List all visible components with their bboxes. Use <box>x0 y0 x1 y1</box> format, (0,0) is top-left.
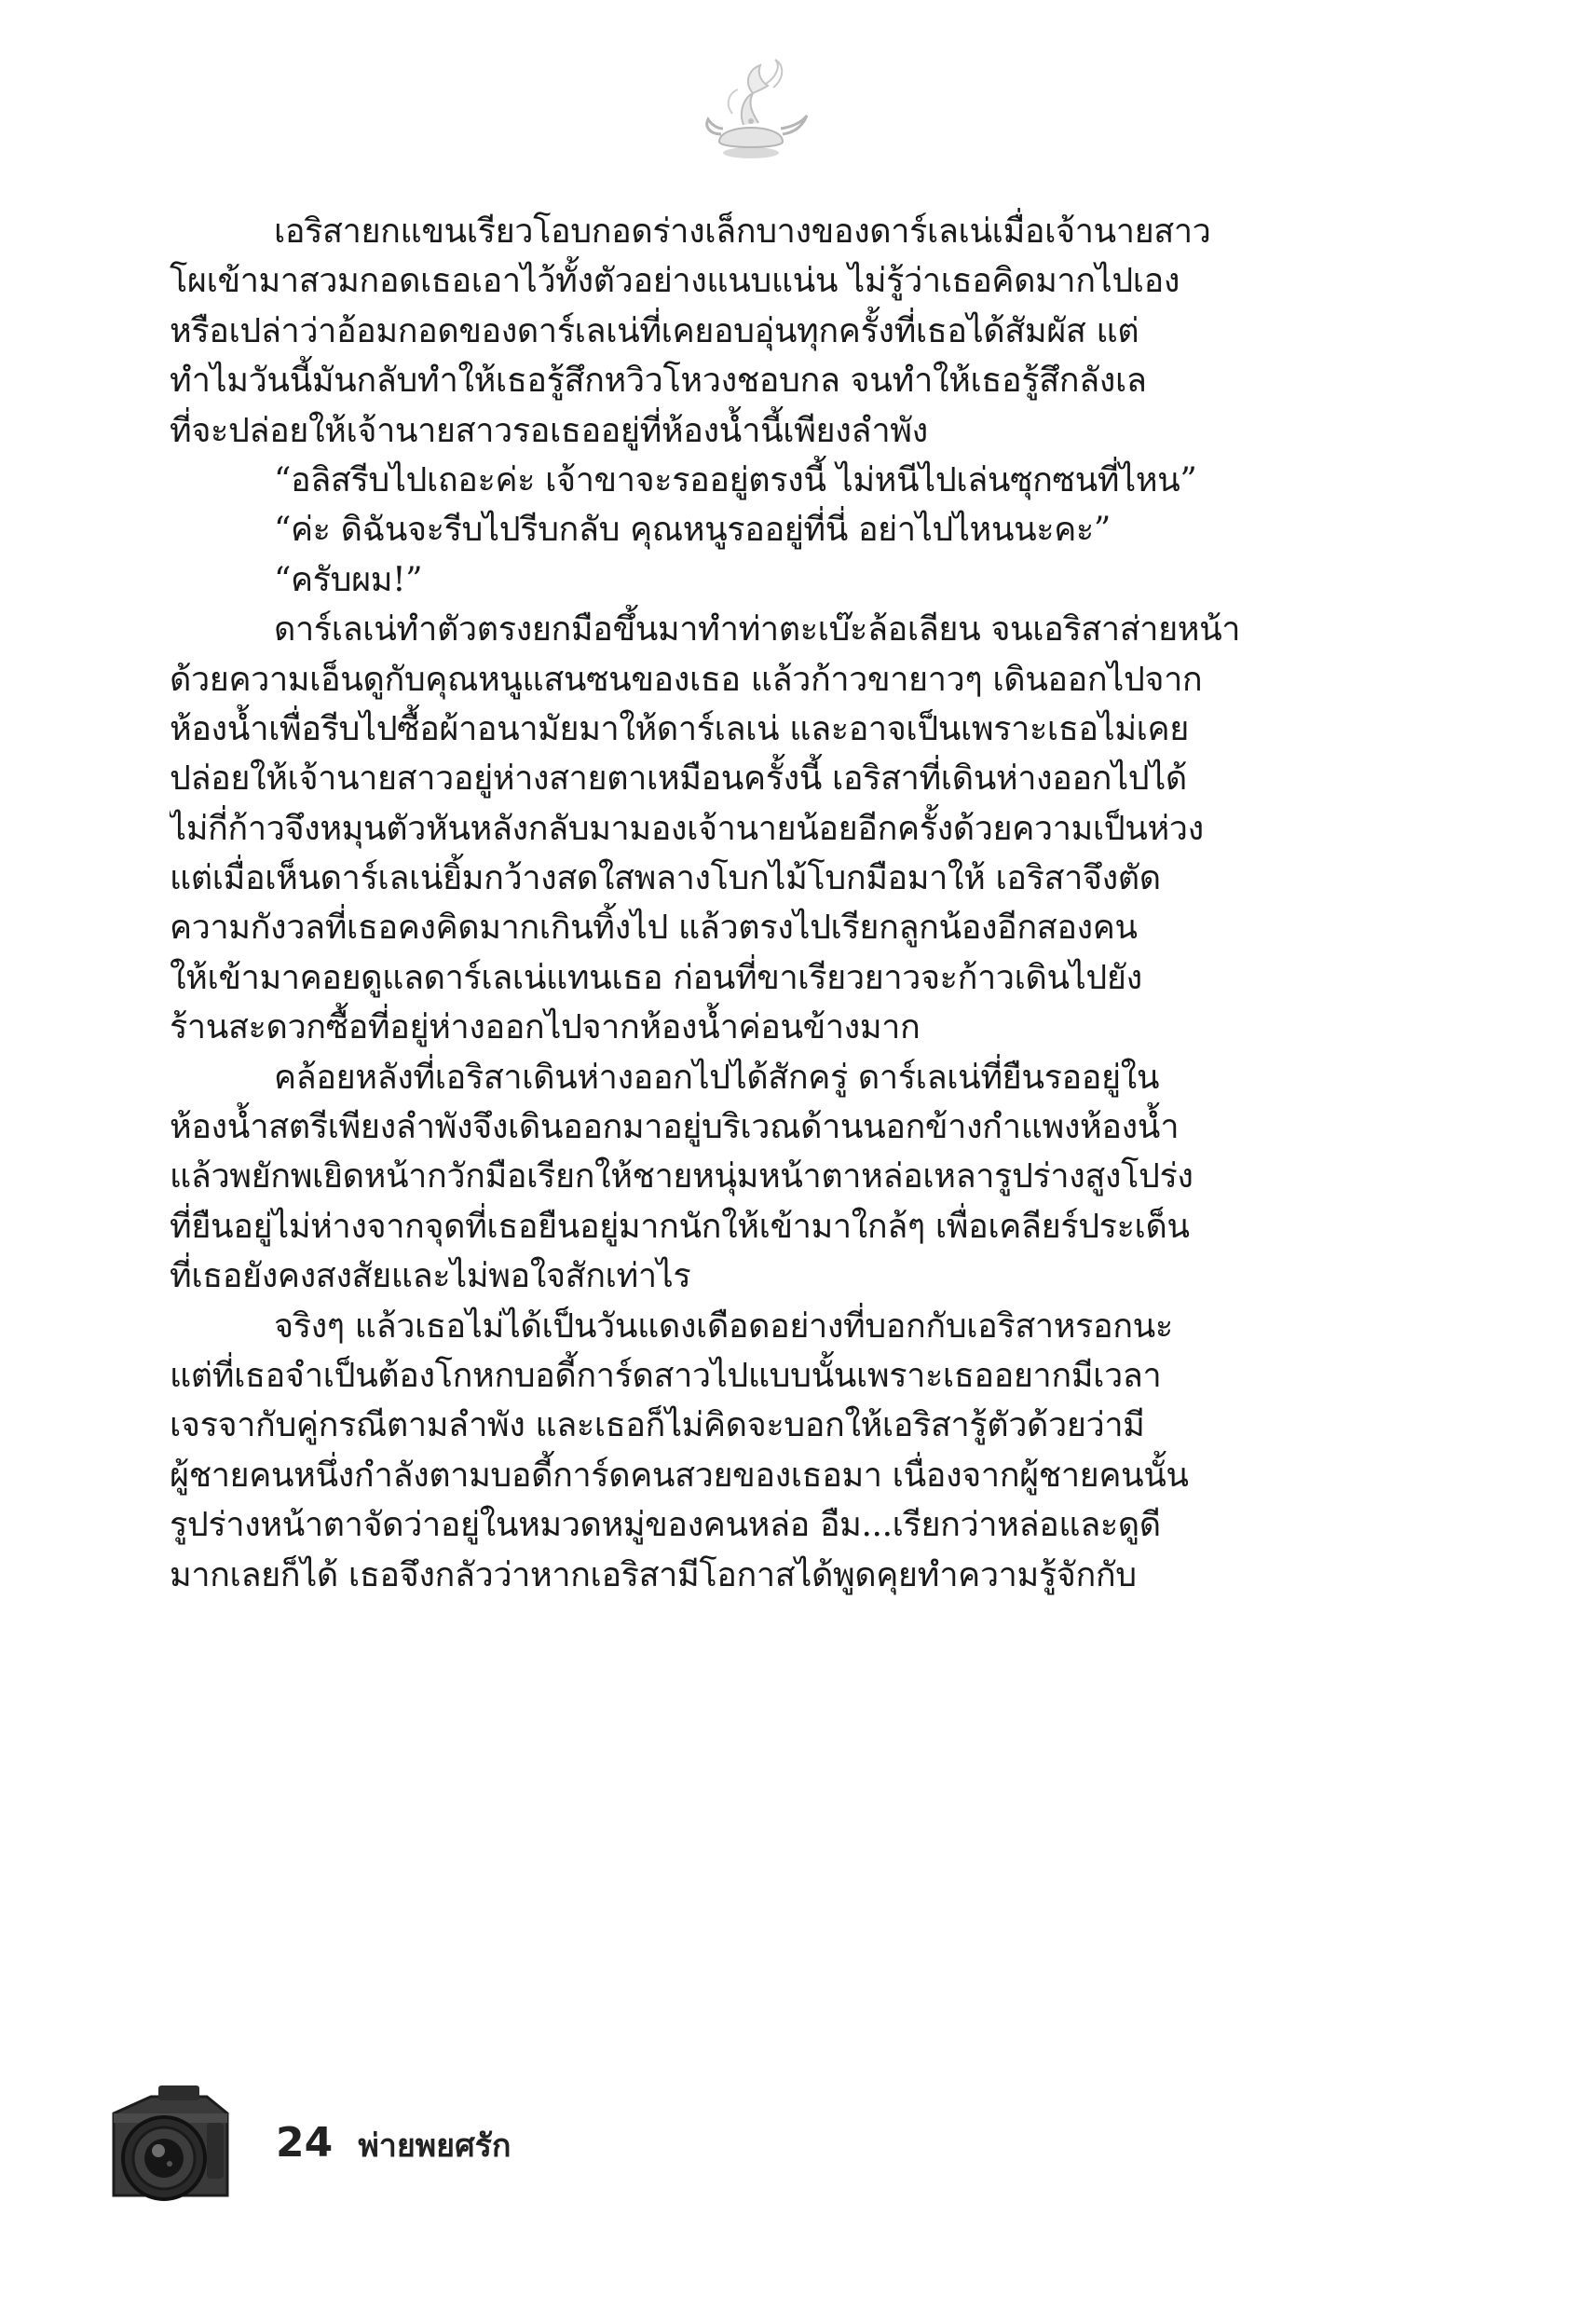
text-line: จริงๆ แล้วเธอไม่ได้เป็นวันแดงเดือดอย่างที่บอกกับเอริสาหรอกนะ <box>274 1306 1173 1346</box>
text-line: ห้องน้ำเพื่อรีบไปซื้อผ้าอนามัยมาให้ดาร์เลเน่ และอาจเป็นเพราะเธอไม่เคย <box>170 709 1189 748</box>
text-line: คล้อยหลังที่เอริสาเดินห่างออกไปได้สักครู่ ดาร์เลเน่ที่ยืนรออยู่ใน <box>274 1058 1160 1097</box>
text-line: แต่เมื่อเห็นดาร์เลเน่ยิ้มกว้างสดใสพลางโบกไม้โบกมือมาให้ เอริสาจึงตัด <box>170 859 1161 898</box>
text-line: เจรจากับคู่กรณีตามลำพัง และเธอก็ไม่คิดจะบอกให้เอริสารู้ตัวด้วยว่ามี <box>170 1406 1145 1445</box>
text-line: แล้วพยักพเยิดหน้ากวักมือเรียกให้ชายหนุ่มหน้าตาหล่อเหลารูปร่างสูงโปร่ง <box>170 1157 1194 1197</box>
text-line: “ครับผม!” <box>274 560 423 599</box>
text-line: “อลิสรีบไปเถอะค่ะ เจ้าขาจะรออยู่ตรงนี้ ไม่หนีไปเล่นซุกซนที่ไหน” <box>274 460 1197 499</box>
text-line: มากเลยก็ได้ เธอจึงกลัวว่าหากเอริสามีโอกาสได้พูดคุยทำความรู้จักกับ <box>170 1555 1137 1594</box>
text-line: ที่จะปล่อยให้เจ้านายสาวรอเธออยู่ที่ห้องน้ำนี้เพียงลำพัง <box>170 411 928 450</box>
text-line: ที่ยืนอยู่ไม่ห่างจากจุดที่เธอยืนอยู่มากนักให้เข้ามาใกล้ๆ เพื่อเคลียร์ประเด็น <box>170 1207 1190 1246</box>
text-line: หรือเปล่าว่าอ้อมกอดของดาร์เลเน่ที่เคยอบอุ่นทุกครั้งที่เธอได้สัมผัส แต่ <box>170 311 1139 350</box>
text-line: ร้านสะดวกซื้อที่อยู่ห่างออกไปจากห้องน้ำค่อนข้างมาก <box>170 1008 921 1047</box>
genie-lamp-icon <box>691 56 811 166</box>
camera-icon <box>97 2076 237 2216</box>
text-line: ให้เข้ามาคอยดูแลดาร์เลเน่แทนเธอ ก่อนที่ขาเรียวยาวจะก้าวเดินไปยัง <box>170 958 1142 997</box>
page-number: 24 <box>276 2119 334 2167</box>
text-line: แต่ที่เธอจำเป็นต้องโกหกบอดี้การ์ดสาวไปแบบนั้นเพราะเธออยากมีเวลา <box>170 1356 1162 1395</box>
text-line: “ค่ะ ดิฉันจะรีบไปรีบกลับ คุณหนูรออยู่ที่นี่ อย่าไปไหนนะคะ” <box>274 511 1111 550</box>
text-line: ที่เธอยังคงสงสัยและไม่พอใจสักเท่าไร <box>170 1257 691 1296</box>
text-line: ไม่กี่ก้าวจึงหมุนตัวหันหลังกลับมามองเจ้านายน้อยอีกครั้งด้วยความเป็นห่วง <box>170 809 1204 848</box>
text-line: ทำไมวันนี้มันกลับทำให้เธอรู้สึกหวิวโหวงชอบกล จนทำให้เธอรู้สึกลังเล <box>170 362 1147 401</box>
text-line: ด้วยความเอ็นดูกับคุณหนูแสนซนของเธอ แล้วก้าวขายาวๆ เดินออกไปจาก <box>170 660 1203 699</box>
body-text <box>170 207 1334 1600</box>
text-line: ดาร์เลเน่ทำตัวตรงยกมือขึ้นมาทำท่าตะเบ๊ะล้อเลียน จนเอริสาส่ายหน้า <box>274 610 1241 650</box>
text-line: ปล่อยให้เจ้านายสาวอยู่ห่างสายตาเหมือนครั้งนี้ เอริสาที่เดินห่างออกไปได้ <box>170 759 1187 799</box>
text-line: ห้องน้ำสตรีเพียงลำพังจึงเดินออกมาอยู่บริเวณด้านนอกข้างกำแพงห้องน้ำ <box>170 1108 1180 1147</box>
text-line: โผเข้ามาสวมกอดเธอเอาไว้ทั้งตัวอย่างแนบแน่น ไม่รู้ว่าเธอคิดมากไปเอง <box>170 262 1180 301</box>
text-line: เอริสายกแขนเรียวโอบกอดร่างเล็กบางของดาร์เลเน่เมื่อเจ้านายสาว <box>274 212 1211 251</box>
page-footer <box>276 2115 512 2171</box>
book-title: พ่ายพยศรัก <box>358 2127 512 2165</box>
text-line: ผู้ชายคนหนึ่งกำลังตามบอดี้การ์ดคนสวยของเธอมา เนื่องจากผู้ชายคนนั้น <box>170 1456 1189 1495</box>
text-line: รูปร่างหน้าตาจัดว่าอยู่ในหมวดหมู่ของคนหล่อ อืม...เรียกว่าหล่อและดูดี <box>170 1506 1161 1545</box>
text-line: ความกังวลที่เธอคงคิดมากเกินทิ้งไป แล้วตรงไปเรียกลูกน้องอีกสองคน <box>170 909 1138 948</box>
